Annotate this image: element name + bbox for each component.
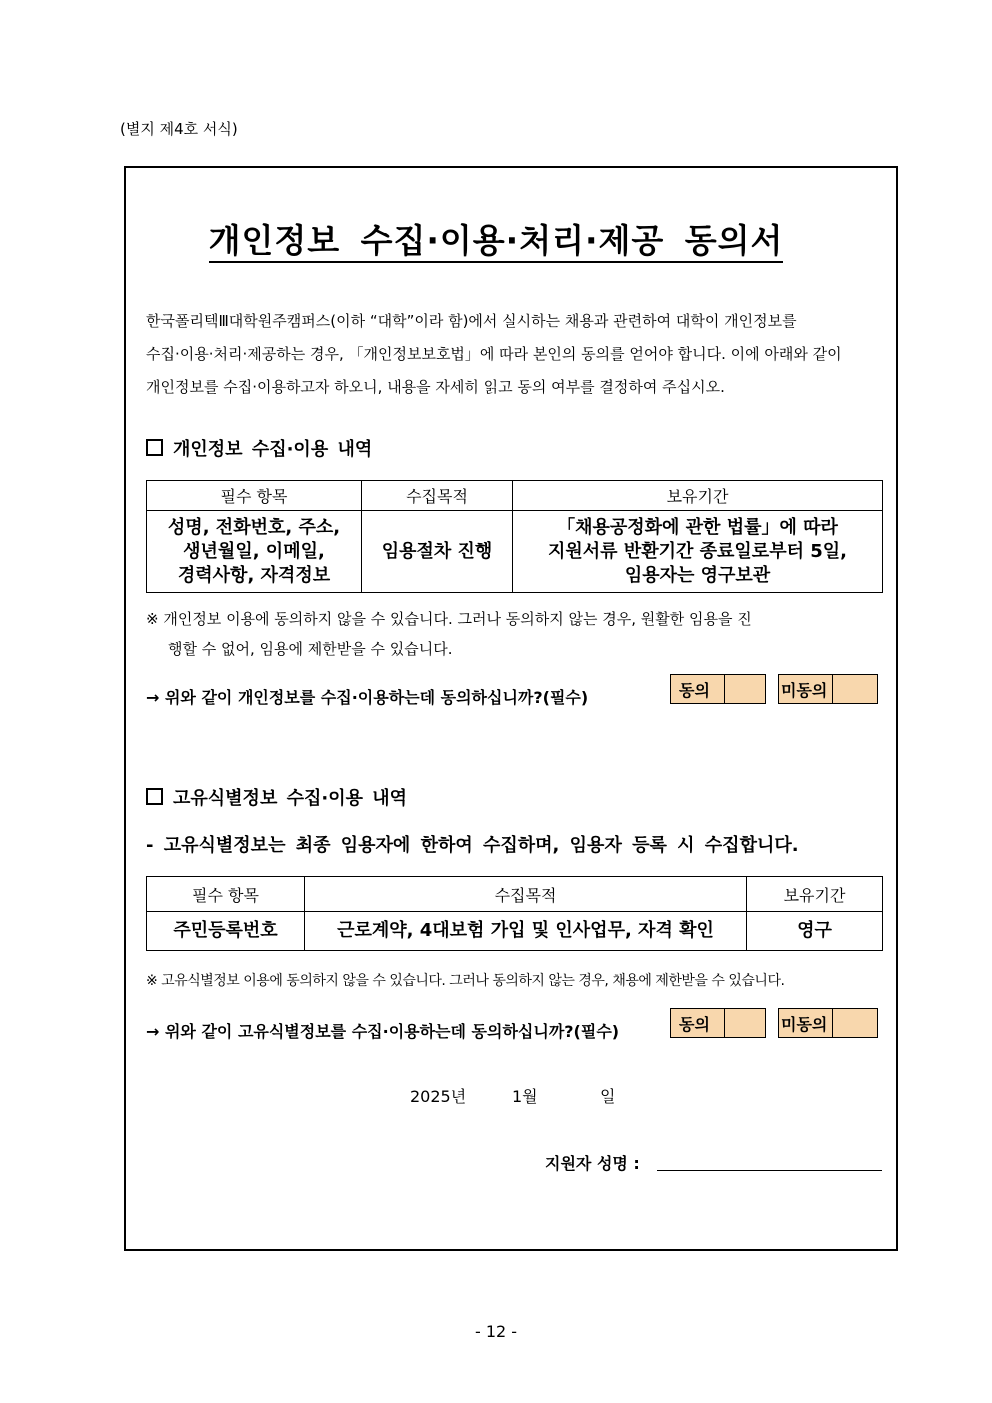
agree-mark-cell[interactable] (724, 1009, 765, 1037)
date-day: 일 (600, 1087, 616, 1106)
table-cell-items: 주민등록번호 (147, 912, 305, 951)
table-header: 보유기간 (747, 877, 883, 912)
disagree-mark-cell[interactable] (832, 1009, 877, 1037)
agree-checkbox-2[interactable]: 동의 (670, 1008, 766, 1038)
checkbox-icon (146, 788, 163, 805)
table-cell-items: 성명, 전화번호, 주소, 생년월일, 이메일, 경력사항, 자격정보 (147, 511, 362, 593)
disagree-mark-cell[interactable] (832, 675, 877, 703)
page-number: - 12 - (474, 1322, 518, 1341)
section2-heading: 고유식별정보 수집·이용 내역 (146, 784, 407, 810)
table-cell-purpose: 임용절차 진행 (362, 511, 513, 593)
section2-note: ※ 고유식별정보 이용에 동의하지 않을 수 있습니다. 그러나 동의하지 않는 경우, 채용에 제한받을 수 있습니다. (146, 973, 785, 989)
date-year: 2025년 (410, 1087, 467, 1106)
intro-paragraph (146, 305, 882, 404)
disagree-checkbox-1[interactable]: 미동의 (778, 674, 878, 704)
agree-mark-cell[interactable] (724, 675, 765, 703)
table-header: 필수 항목 (147, 877, 305, 912)
checkbox-icon (146, 439, 163, 456)
page-title: 개인정보 수집·이용·처리·제공 동의서 (0, 215, 992, 262)
table-header: 필수 항목 (147, 481, 362, 511)
section2-subheading: - 고유식별정보는 최종 임용자에 한하여 수집하며, 임용자 등록 시 수집합니다. (146, 835, 799, 856)
unique-id-table (146, 876, 883, 951)
table-cell-purpose: 근로계약, 4대보험 가입 및 인사업무, 자격 확인 (305, 912, 747, 951)
intro-line: 수집·이용·처리·제공하는 경우, 「개인정보보호법」에 따라 본인의 동의를 얻어야 합니다. 이에 아래와 같이 (146, 345, 842, 363)
date-month: 1월 (512, 1087, 538, 1106)
table-cell-period: 「채용공정화에 관한 법률」에 따라 지원서류 반환기간 종료일로부터 5일, 임용자는 영구보관 (513, 511, 883, 593)
agree-checkbox-1[interactable]: 동의 (670, 674, 766, 704)
section2-question: → 위와 같이 고유식별정보를 수집·이용하는데 동의하십니까?(필수) (146, 1022, 620, 1041)
table-header: 수집목적 (305, 877, 747, 912)
intro-line: 한국폴리텍Ⅲ대학원주캠퍼스(이하 “대학”이라 함)에서 실시하는 채용과 관련하여 대학이 개인정보를 (146, 312, 797, 330)
table-header: 보유기간 (513, 481, 883, 511)
intro-line: 개인정보를 수집·이용하고자 하오니, 내용을 자세히 읽고 동의 여부를 결정하여 주십시오. (146, 378, 725, 396)
annex-label: (별지 제4호 서식) (120, 120, 238, 138)
personal-info-table (146, 480, 883, 593)
table-header: 수집목적 (362, 481, 513, 511)
disagree-checkbox-2[interactable]: 미동의 (778, 1008, 878, 1038)
section1-question: → 위와 같이 개인정보를 수집·이용하는데 동의하십니까?(필수) (146, 688, 589, 707)
signature-line[interactable] (657, 1170, 882, 1171)
section1-heading: 개인정보 수집·이용 내역 (146, 435, 372, 461)
section1-note: ※ 개인정보 이용에 동의하지 않을 수 있습니다. 그러나 동의하지 않는 경우, 원활한 임용을 진 행할 수 없어, 임용에 제한받을 수 있습니다. (146, 610, 752, 658)
signature-label: 지원자 성명 : (545, 1154, 640, 1173)
table-cell-period: 영구 (747, 912, 883, 951)
